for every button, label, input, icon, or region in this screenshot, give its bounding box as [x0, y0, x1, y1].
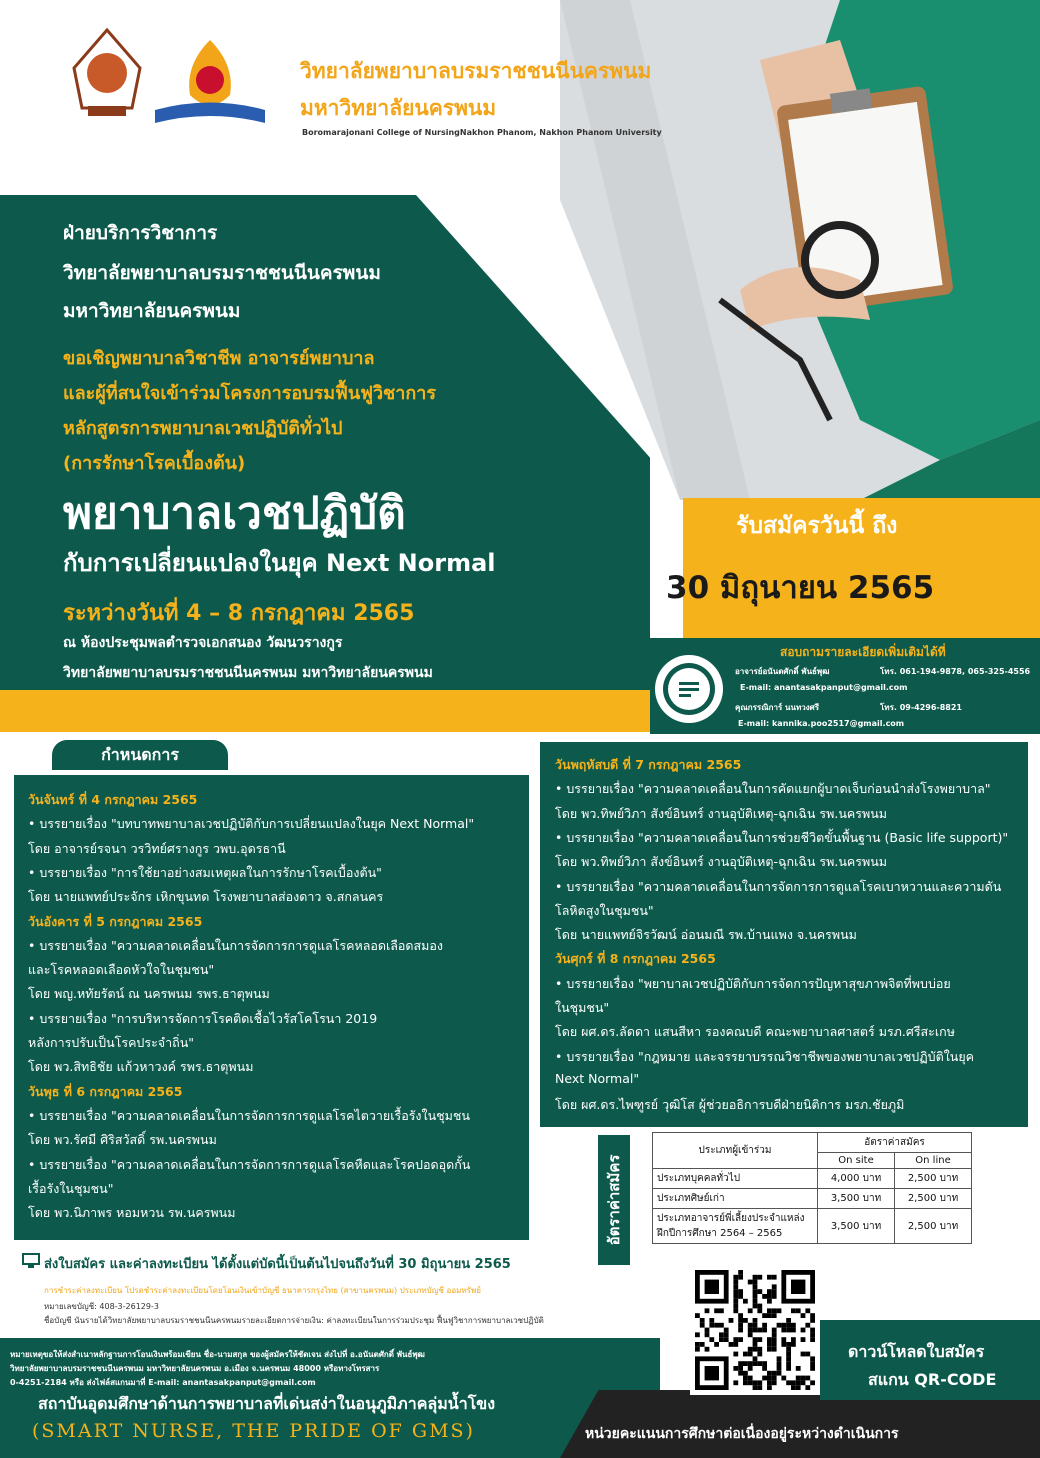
fees-row-onsite: 4,000 บาท: [818, 1169, 895, 1189]
schedule-line: • บรรยายเรื่อง "ความคลาดเคลื่อนในการจัดการการดูแลโรคไตวายเรื้อรังในชุมชน: [28, 1107, 470, 1123]
fees-row-type: ประเภทบุคคลทั่วไป: [653, 1169, 818, 1189]
banner-university: มหาวิทยาลัยนครพนม: [63, 300, 241, 322]
schedule-line: เรื้อรังในชุมชน": [28, 1180, 114, 1196]
event-subtitle: กับการเปลี่ยนแปลงในยุค Next Normal: [63, 549, 496, 577]
fees-row-type: ประเภทอาจารย์พี่เลี้ยงประจำแหล่งฝึกปีการศึกษา 2564 – 2565: [653, 1209, 818, 1244]
schedule-line: และโรคหลอดเลือดหัวใจในชุมชน": [28, 962, 215, 978]
fees-table: [652, 1132, 972, 1244]
schedule-line: • บรรยายเรื่อง "พยาบาลเวชปฏิบัติกับการจัดการปัญหาสุขภาพจิตที่พบบ่อย: [555, 975, 951, 991]
contact-person2-name: คุณกรรณิการ์ นนทวงศรี: [735, 703, 820, 712]
college-logo: [150, 35, 270, 125]
contact-person1-name: อาจารย์อนันตศักดิ์ พันธ์พุฒ: [735, 667, 830, 676]
schedule-line: โดย นายแพทย์จิรวัฒน์ อ่อนมณี รพ.บ้านแพง จ.นครพนม: [555, 927, 857, 943]
event-venue-line2: วิทยาลัยพยาบาลบรมราชชนนีนครพนม มหาวิทยาลัยนครพนม: [63, 665, 433, 681]
schedule-line: โลหิตสูงในชุมชน": [555, 902, 654, 918]
banner-college: วิทยาลัยพยาบาลบรมราชชนนีนครพนม: [63, 262, 381, 284]
university-seal-logo: [68, 28, 146, 120]
fees-row-online: 2,500 บาท: [895, 1209, 972, 1244]
schedule-line: • บรรยายเรื่อง "ความคลาดเคลื่อนในการคัดแยกผู้บาดเจ็บก่อนนำส่งโรงพยาบาล": [555, 781, 991, 797]
schedule-line: โดย พว.นิภาพร หอมหวน รพ.นครพนม: [28, 1205, 236, 1221]
credit-note: หน่วยคะแนนการศึกษาต่อเนื่องอยู่ระหว่างดำเนินการ: [585, 1426, 899, 1442]
schedule-day-heading: วันอังคาร ที่ 5 กรกฎาคม 2565: [28, 913, 203, 929]
schedule-line: โดย พว.ทิพย์วิภา สังข์อินทร์ งานอุบัติเหตุ-ฉุกเฉิน รพ.นครพนม: [555, 854, 888, 870]
schedule-line: • บรรยายเรื่อง "บทบาทพยาบาลเวชปฏิบัติกับการเปลี่ยนแปลงในยุค Next Normal": [28, 816, 475, 832]
fees-row-online: 2,500 บาท: [895, 1189, 972, 1209]
event-venue-line1: ณ ห้องประชุมพลตำรวจเอกสนอง วัฒนวรางกูร: [63, 635, 343, 651]
schedule-line: ในชุมชน": [555, 1000, 610, 1015]
fees-header-online: On line: [895, 1153, 972, 1169]
invite-line4: (การรักษาโรคเบื้องต้น): [63, 453, 246, 474]
invite-line3: หลักสูตรการพยาบาลเวชปฏิบัติทั่วไป: [63, 418, 343, 439]
schedule-day-heading: วันศุกร์ ที่ 8 กรกฎาคม 2565: [555, 951, 716, 967]
fees-side-label: [598, 1135, 630, 1265]
footer-note-line2: วิทยาลัยพยาบาลบรมราชชนนีนครพนม มหาวิทยาลัยนครพนม อ.เมือง จ.นครพนม 48000 หรือทางโทรสาร: [10, 1364, 380, 1373]
org-name-line2: มหาวิทยาลัยนครพนม: [300, 96, 497, 120]
org-name-line1: วิทยาลัยพยาบาลบรมราชชนนีนครพนม: [300, 59, 652, 83]
download-label: ดาวน์โหลดใบสมัคร: [848, 1342, 985, 1361]
footer-note-line3: 0-4251-2184 หรือ ส่งไฟล์สแกนมาที่ E-mail: anantasakpanput@gmail.com: [10, 1378, 316, 1387]
fees-header-type: ประเภทผู้เข้าร่วม: [653, 1133, 818, 1169]
banner-yellow-band: [0, 690, 650, 732]
contact-person2-email: E-mail: kannika.poo2517@gmail.com: [738, 719, 905, 728]
scan-qr-label: สแกน QR-CODE: [868, 1370, 997, 1389]
schedule-line: โดย พว.สิทธิชัย แก้วหาวงค์ รพร.ธาตุพนม: [28, 1059, 254, 1075]
slogan-english: (SMART NURSE, THE PRIDE OF GMS): [32, 1420, 475, 1442]
account-number: หมายเลขบัญชี: 408-3-26129-3: [44, 1302, 159, 1311]
schedule-line: โดย พว.รัศมี ศิริสวัสดิ์ รพ.นครพนม: [28, 1132, 217, 1148]
fees-row-onsite: 3,500 บาท: [818, 1189, 895, 1209]
schedule-line: โดย ผศ.ดร.ไพฑูรย์ วุฒิโส ผู้ช่วยอธิการบดีฝ่ายนิติการ มรภ.ชัยภูมิ: [555, 1097, 905, 1113]
invite-line2: และผู้ที่สนใจเข้าร่วมโครงการอบรมฟื้นฟูวิชาการ: [63, 383, 437, 404]
apply-deadline-text: ส่งใบสมัคร และค่าลงทะเบียน ได้ตั้งแต่บัดนี้เป็นต้นไปจนถึงวันที่ 30 มิถุนายน 2565: [44, 1257, 511, 1272]
fees-row-onsite: 3,500 บาท: [818, 1209, 895, 1244]
contact-heading: สอบถามรายละเอียดเพิ่มเติมได้ที่: [780, 645, 946, 659]
schedule-line: • บรรยายเรื่อง "ความคลาดเคลื่อนในการจัดการการดูแลโรคหลอดเลือดสมอง: [28, 937, 444, 953]
slogan-thai: สถาบันอุดมศึกษาด้านการพยาบาลที่เด่นสง่าในอนุภูมิภาคลุ่มน้ำโขง: [38, 1394, 496, 1413]
schedule-tab: กำหนดการ: [52, 740, 228, 770]
schedule-line: โดย อาจารย์รจนา วรวิทย์ศรางกูร วพบ.อุดรธานี: [28, 840, 286, 856]
schedule-line: โดย พญ.หทัยรัตน์ ณ นครพนม รพร.ธาตุพนม: [28, 986, 270, 1002]
schedule-line: Next Normal": [555, 1070, 640, 1086]
contact-person1-email: E-mail: anantasakpanput@gmail.com: [740, 683, 908, 692]
schedule-line: • บรรยายเรื่อง "กฎหมาย และจรรยาบรรณวิชาชีพของพยาบาลเวชปฏิบัติในยุค: [555, 1048, 975, 1064]
schedule-day-heading: วันพุธ ที่ 6 กรกฎาคม 2565: [28, 1083, 183, 1099]
schedule-line: หลังการปรับเป็นโรคประจำถิ่น": [28, 1035, 194, 1050]
fees-side-label-text: อัตราค่าสมัคร: [605, 1154, 623, 1246]
schedule-day-heading: วันจันทร์ ที่ 4 กรกฎาคม 2565: [28, 792, 198, 807]
deadline-label: รับสมัครวันนี้ ถึง: [736, 513, 898, 539]
event-title: พยาบาลเวชปฏิบัติ: [63, 488, 406, 539]
fees-header-fee: อัตราค่าสมัคร: [818, 1133, 972, 1153]
schedule-line: โดย ผศ.ดร.ลัดดา แสนสีหา รองคณบดี คณะพยาบาลศาสตร์ มรภ.ศรีสะเกษ: [555, 1024, 955, 1040]
schedule-line: • บรรยายเรื่อง "การบริหารจัดการโรคติดเชื้อไวรัสโคโรนา 2019: [28, 1010, 378, 1026]
payment-instructions: การชำระค่าลงทะเบียน โปรดชำระค่าลงทะเบียนโดยโอนเงินเข้าบัญชี ธนาคารกรุงไทย (สาขานครพนม) ประเภทบัญชี ออมทรัพย์: [44, 1286, 481, 1295]
chat-icon: [655, 655, 723, 723]
contact-person1-tel: โทร. 061-194-9878, 065-325-4556: [880, 667, 1031, 676]
schedule-line: • บรรยายเรื่อง "การใช้ยาอย่างสมเหตุผลในการรักษาโรคเบื้องต้น": [28, 864, 382, 880]
schedule-line: โดย พว.ทิพย์วิภา สังข์อินทร์ งานอุบัติเหตุ-ฉุกเฉิน รพ.นครพนม: [555, 805, 888, 821]
deadline-date: 30 มิถุนายน 2565: [666, 570, 935, 606]
qr-code[interactable]: [690, 1265, 820, 1395]
computer-icon: [22, 1253, 40, 1273]
banner-dept: ฝ่ายบริการวิชาการ: [63, 222, 218, 244]
schedule-line: • บรรยายเรื่อง "ความคลาดเคลื่อนในการจัดการการดูแลโรคเบาหวานและความดัน: [555, 878, 1002, 894]
contact-person2-tel: โทร. 09-4296-8821: [880, 703, 962, 712]
event-dates: ระหว่างวันที่ 4 – 8 กรกฎาคม 2565: [63, 601, 415, 626]
schedule-line: • บรรยายเรื่อง "ความคลาดเคลื่อนในการจัดการการดูแลโรคหืดและโรคปอดอุดกั้น: [28, 1156, 471, 1172]
account-name: ชื่อบัญชี นันรายได้วิทยาลัยพยาบาลบรมราชชนนีนครพนมรายละเอียดการจ่ายเงิน: ค่าลงทะเบียนในการร่วมประชุม ฟื้นฟูวิชาการพยาบาลเวชปฏิบัติ: [44, 1316, 544, 1325]
footer-note-line1: หมายเหตุขอให้ส่งสำเนาหลักฐานการโอนเงินพร้อมเขียน ชื่อ-นามสกุล ของผู้สมัครให้ชัดเจน ส่งไปที่ อ.อนันตศักดิ์ พันธ์พุฒ: [10, 1350, 425, 1359]
schedule-day-heading: วันพฤหัสบดี ที่ 7 กรกฎาคม 2565: [555, 757, 742, 772]
fees-row: [653, 1169, 972, 1189]
fees-row: [653, 1209, 972, 1244]
invite-line1: ขอเชิญพยาบาลวิชาชีพ อาจารย์พยาบาล: [63, 348, 375, 369]
fees-row-type: ประเภทศิษย์เก่า: [653, 1189, 818, 1209]
schedule-line: โดย นายแพทย์ประจักร เหิกขุนทด โรงพยาบาลส่องดาว จ.สกลนคร: [28, 889, 384, 905]
fees-header-onsite: On site: [818, 1153, 895, 1169]
schedule-line: • บรรยายเรื่อง "ความคลาดเคลื่อนในการช่วยชีวิตขั้นพื้นฐาน (Basic life support)": [555, 829, 1009, 845]
org-name-english: Boromarajonani College of NursingNakhon Phanom, Nakhon Phanom University: [302, 128, 662, 137]
fees-row: [653, 1189, 972, 1209]
fees-row-online: 2,500 บาท: [895, 1169, 972, 1189]
